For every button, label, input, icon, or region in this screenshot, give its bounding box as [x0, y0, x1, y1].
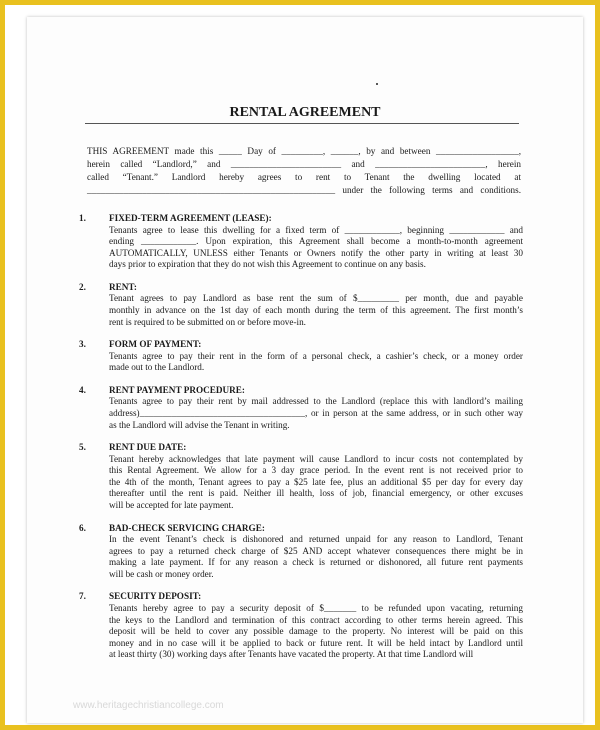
section-item [79, 384, 523, 431]
section-line: Tenants agree to pay their rent in the form of a personal check, a cashier’s check, or a money order [109, 350, 523, 361]
section-line: Tenant agrees to pay Landlord as base rent the sum of $_________ per month, due and payable [109, 293, 523, 304]
section-item [79, 441, 523, 511]
section-number: 6. [79, 522, 86, 533]
section-line: making a late payment. If for any reason a check is returned or dishonored, all future rent payments [109, 557, 523, 568]
section-heading: BAD-CHECK SERVICING CHARGE: [109, 522, 265, 533]
title-underline [85, 123, 519, 124]
section-item [79, 522, 523, 581]
section-line: the keys to the Landlord and termination of this contract according to other terms herein agreed. This [109, 614, 523, 625]
section-line: will be cash or money order. [109, 568, 214, 579]
section-line: days prior to expiration that they do not wish this Agreement to continue on any basis. [109, 259, 426, 270]
section-line: made out to the Landlord. [109, 362, 205, 373]
section-line: In the event Tenant’s check is dishonored and returned unpaid for any reason to Landlord, Tenant [109, 534, 523, 545]
section-line: Tenants agree to lease this dwelling for a fixed term of ____________, beginning ____________ and [109, 224, 523, 235]
section-line: rent is required to be submitted on or before move-in. [109, 316, 306, 327]
section-item [79, 338, 523, 374]
section-line: thereafter until the rent is paid. Neither ill health, loss of job, financial emergency, or other excuses [109, 488, 523, 499]
section-item [79, 212, 523, 271]
section-line: monthly in advance on the 1st day of each month during the term of this agreement. The first month’s [109, 304, 523, 315]
section-line: the 4th of the month, Tenant agrees to pay a $25 late fee, plus an additional $5 per day for every day [109, 476, 523, 487]
section-heading: RENT: [109, 281, 137, 292]
section-number: 1. [79, 213, 86, 223]
section-heading: RENT PAYMENT PROCEDURE: [109, 384, 245, 395]
watermark-text: www.heritagechristiancollege.com [73, 700, 224, 711]
document-title: RENTAL AGREEMENT [229, 105, 381, 120]
section-line: money and in no case will it be applied to back or future rent. It will be held intact by Landlord until [109, 637, 523, 648]
document-page [27, 17, 583, 723]
section-line: deposit will be held to cover any possible damage to the property. No interest will be paid on this [109, 626, 523, 637]
section-heading: SECURITY DEPOSIT: [109, 591, 202, 602]
section-heading: RENT DUE DATE: [109, 442, 187, 453]
section-line: AUTOMATICALLY, UNLESS either Tenants or Owners notify the other party in writing at least 30 [109, 247, 523, 258]
section-item [79, 281, 523, 328]
section-line: will be accepted for late payment. [109, 500, 234, 510]
section-number: 2. [79, 281, 86, 292]
section-number: 4. [79, 384, 86, 395]
section-body [109, 396, 523, 431]
section-line: Tenants hereby agree to pay a security deposit of $_______ to be refunded upon vacating, returning [109, 602, 523, 613]
section-body [109, 454, 523, 512]
section-number: 5. [79, 442, 86, 453]
sections-list [79, 212, 523, 671]
section-line: at least thirty (30) working days after Tenants have vacated the property. At that time Landlord will [109, 649, 474, 660]
section-line: as the Landlord will advise the Tenant in writing. [109, 419, 290, 430]
section-item [79, 590, 523, 660]
intro-line: THIS AGREEMENT made this _____ Day of _________, ______, by and between __________________, [87, 146, 521, 156]
section-line: Tenant hereby acknowledges that late payment will cause Landlord to incur costs not contemplated by [109, 453, 523, 464]
intro-paragraph [87, 145, 521, 197]
section-line: agrees to pay a returned check charge of $25 AND accept whatever consequences there might be in [109, 545, 523, 556]
section-body [109, 603, 523, 661]
intro-line: herein called “Landlord,” and ________________________ and ________________________, herein [87, 159, 521, 169]
section-number: 3. [79, 339, 86, 350]
section-line: ending ____________. Upon expiration, this Agreement shall become a month-to-month agreement [109, 236, 523, 247]
stray-dot [376, 83, 378, 85]
section-body [109, 351, 523, 374]
section-body [109, 225, 523, 271]
section-heading: FORM OF PAYMENT: [109, 339, 202, 350]
section-line: Tenants agree to pay their rent by mail addressed to the Landlord (replace this with landlord’s mailing [109, 396, 523, 407]
section-line: address)____________________________________, or in person at the same address, or in such other way [109, 407, 523, 418]
section-line: this Rental Agreement. We allow for a 3 day grace period. In the event rent is not received prior to [109, 465, 523, 476]
intro-line: called “Tenant.” Landlord hereby agrees to rent to Tenant the dwelling located at [87, 172, 521, 182]
section-heading: FIXED-TERM AGREEMENT (LEASE): [109, 213, 272, 223]
section-number: 7. [79, 591, 86, 602]
section-body [109, 534, 523, 580]
section-body [109, 293, 523, 328]
intro-line: ______________________________________________________ under the following terms and conditions. [87, 185, 521, 195]
